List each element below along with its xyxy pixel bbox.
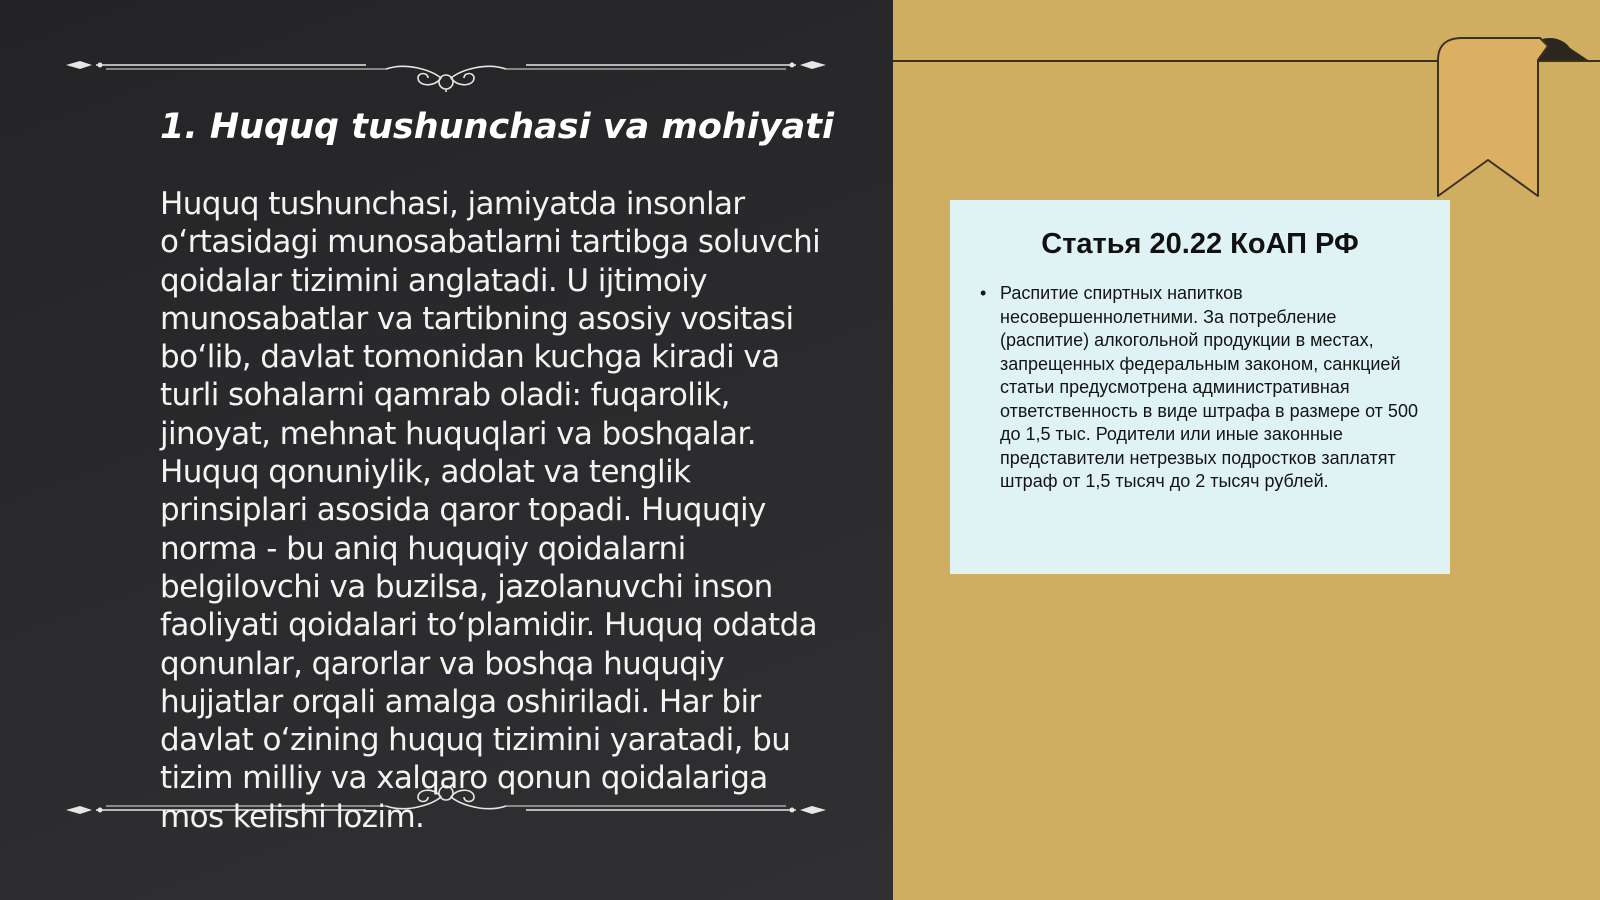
list-item	[980, 282, 1420, 494]
info-card	[950, 200, 1450, 574]
card-title: Статья 20.22 КоАП РФ	[1041, 228, 1359, 260]
bookmark-ribbon-icon	[1430, 36, 1600, 200]
bullet-icon: •	[980, 283, 987, 303]
card-item-text: Распитие спиртных напитков несовершеннолетними. За потребление (распитие) алкогольной продукции в местах, запрещенных федеральным законом, санкцией статьи предусмотрена административная ответственность в виде штрафа в размере от 500 до 1,5 тыс. Родители или иные законные представители нетрезвых подростков заплатят штраф от 1,5 тысяч до 2 тысяч рублей.	[1000, 283, 1418, 491]
card-list	[980, 282, 1420, 494]
slide-body-text: Huquq tushunchasi, jamiyatda insonlar o‘rtasidagi munosabatlarni tartibga soluvchi qoidalar tizimini anglatadi. U ijtimoiy munosabatlar va tartibning asosiy vositasi bo‘lib, davlat tomonidan kuchga kiradi va turli sohalarni qamrab oladi: fuqarolik, jinoyat, mehnat huquqlari va boshqalar. Huquq qonuniylik, adolat va tenglik prinsiplari asosida qaror topadi. Huquqiy norma - bu aniq huquqiy qoidalarni belgilovchi va buzilsa, jazolanuvchi inson faoliyati qoidalari to‘plamidir. Huquq odatda qonunlar, qarorlar va boshqa huquqiy hujjatlar orqali amalga oshiriladi. Har bir davlat o‘zining huquq tizimini yaratadi, bu tizim milliy va xalqaro qonun qoidalariga mos kelishi lozim.	[160, 186, 821, 835]
slide-title: 1. Huquq tushunchasi va mohiyati	[160, 107, 834, 147]
